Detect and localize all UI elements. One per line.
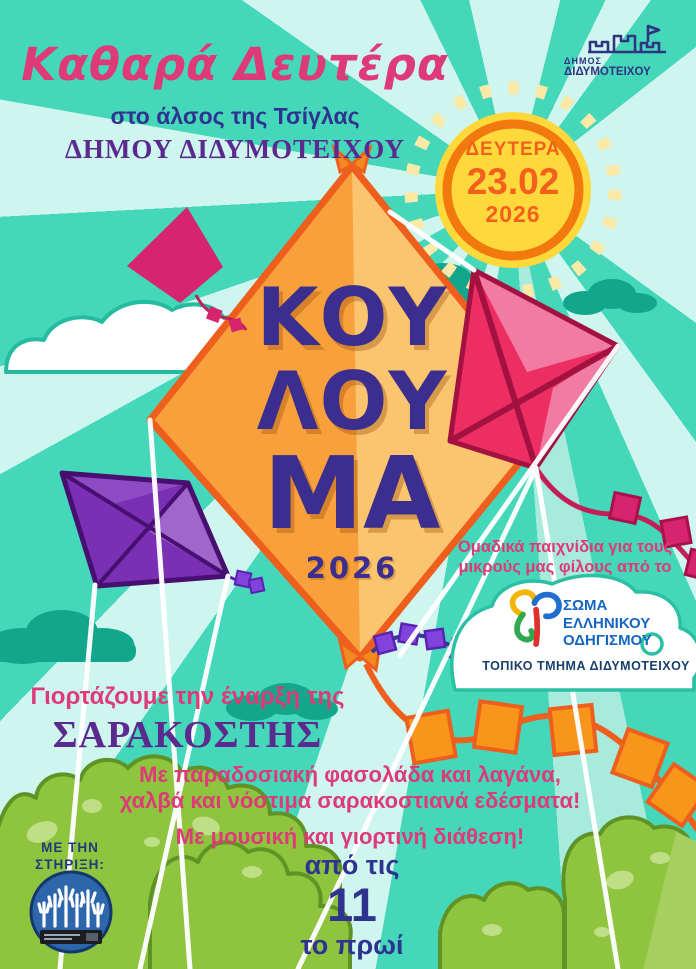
support-label	[24, 840, 116, 874]
header-block	[15, 38, 455, 165]
games-note-line1: Ομαδικά παιχνίδια για τους	[457, 538, 673, 556]
time-suffix: το πρωί	[300, 930, 404, 960]
poster-title: Καθαρά Δευτέρα	[21, 38, 449, 91]
time-block	[252, 852, 452, 959]
location-line: στο άλσος της Τσίγλας	[110, 103, 360, 129]
main-title-syllable3: ΜΑ	[263, 435, 441, 552]
date-badge-year: 2026	[485, 201, 541, 227]
sarakosti-title: ΣΑΡΑΚΟΣΤΗΣ	[52, 714, 323, 756]
main-title-syllable2: ΛΟΥ	[256, 355, 448, 448]
main-title-year: 2026	[305, 551, 399, 585]
teal-cloud-left	[0, 610, 136, 664]
municipality-logo-line1: ΔΗΜΟΣ	[564, 56, 602, 66]
support-label-line2: ΣΤΗΡΙΞΗ:	[35, 856, 105, 872]
scout-chapter: ΤΟΠΙΚΟ ΤΜΗΜΑ ΔΙΔΥΜΟΤΕΙΧΟΥ	[482, 659, 690, 673]
time-prefix: από τις	[304, 850, 400, 880]
castle-icon	[588, 26, 666, 52]
scout-org-line2: ΕΛΛΗΝΙΚΟΥ	[563, 614, 651, 632]
details-line1: Με παραδοσιακή φασολάδα και λαγάνα,	[139, 762, 561, 787]
municipality-logo-line2: ΔΙΔΥΜΟΤΕΙΧΟΥ	[564, 66, 651, 79]
celebration-line: Γιορτάζουμε την έναρξη της	[30, 683, 345, 710]
details-block	[30, 762, 670, 850]
support-label-line1: ΜΕ ΤΗΝ	[41, 840, 99, 855]
games-note	[440, 537, 690, 577]
teal-cloud-right	[563, 279, 657, 315]
scout-organization	[563, 597, 683, 650]
scout-org-line1: ΣΩΜΑ	[563, 597, 608, 614]
details-line2: χαλβά και νόστιμα σαρακοστιανά εδέσματα!	[119, 787, 581, 813]
time-hour: 11	[327, 878, 377, 931]
date-badge	[433, 140, 593, 226]
bush-middle	[440, 883, 564, 969]
games-note-line2: μικρούς μας φίλους από το	[458, 558, 672, 577]
municipality-line: ΔΗΜΟΥ ΔΙΔΥΜΟΤΕΙΧΟΥ	[65, 134, 405, 164]
date-badge-day: ΔΕΥΤΕΡΑ	[465, 139, 561, 160]
scout-org-line3: ΟΔΗΓΙΣΜΟΥ	[563, 632, 652, 650]
details-line3: Με μουσική και γιορτινή διάθεση!	[175, 823, 525, 849]
support-logo	[31, 872, 111, 952]
celebration-block	[0, 683, 375, 757]
municipality-logo-text	[564, 56, 674, 80]
date-badge-date: 23.02	[466, 161, 560, 202]
main-title-syllable1: ΚΟΥ	[256, 271, 448, 364]
